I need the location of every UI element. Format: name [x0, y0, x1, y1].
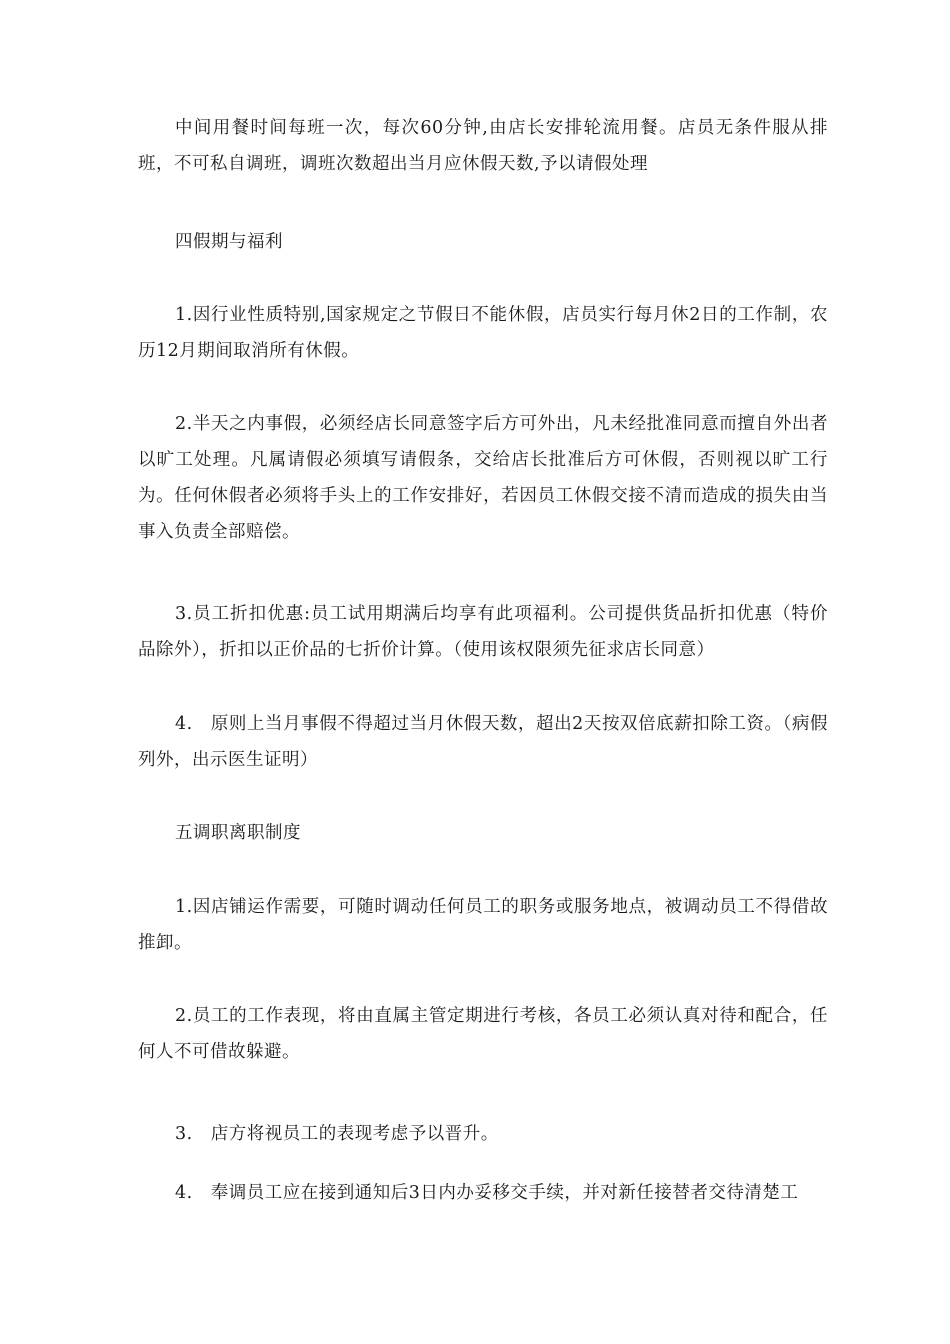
paragraph-leave-rule-1: 1.因行业性质特别,国家规定之节假日不能休假，店员实行每月休2日的工作制，农历12月期间取消所有休假。 — [138, 305, 828, 361]
paragraph-transfer-rule-3: 3. 店方将视员工的表现考虑予以晋升。 — [175, 1124, 499, 1144]
paragraph-leave-rule-3: 3.员工折扣优惠:员工试用期满后均享有此项福利。公司提供货品折扣优惠（特价品除外），折扣以正价品的七折价计算。（使用该权限须先征求店长同意） — [138, 604, 828, 660]
paragraph-meal-schedule: 中间用餐时间每班一次，每次60分钟,由店长安排轮流用餐。店员无条件服从排班，不可私自调班，调班次数超出当月应休假天数,予以请假处理 — [138, 118, 828, 174]
paragraph-transfer-rule-2: 2.员工的工作表现，将由直属主管定期进行考核，各员工必须认真对待和配合，任何人不可借故躲避。 — [138, 1006, 828, 1062]
section-heading-transfer-resignation: 五调职离职制度 — [175, 823, 301, 843]
section-heading-leave-benefits: 四假期与福利 — [175, 232, 283, 252]
paragraph-transfer-rule-1: 1.因店铺运作需要，可随时调动任何员工的职务或服务地点，被调动员工不得借故推卸。 — [138, 897, 828, 953]
paragraph-transfer-rule-4: 4. 奉调员工应在接到通知后3日内办妥移交手续，并对新任接替者交待清楚工 — [175, 1183, 799, 1203]
paragraph-leave-rule-4: 4. 原则上当月事假不得超过当月休假天数，超出2天按双倍底薪扣除工资。（病假列外，出示医生证明） — [138, 714, 828, 770]
paragraph-leave-rule-2: 2.半天之内事假，必须经店长同意签字后方可外出，凡未经批准同意而擅自外出者以旷工处理。凡属请假必须填写请假条，交给店长批准后方可休假，否则视以旷工行为。任何休假者必须将手头上的工作安排好，若因员工休假交接不清而造成的损失由当事入负责全部赔偿。 — [138, 414, 828, 542]
